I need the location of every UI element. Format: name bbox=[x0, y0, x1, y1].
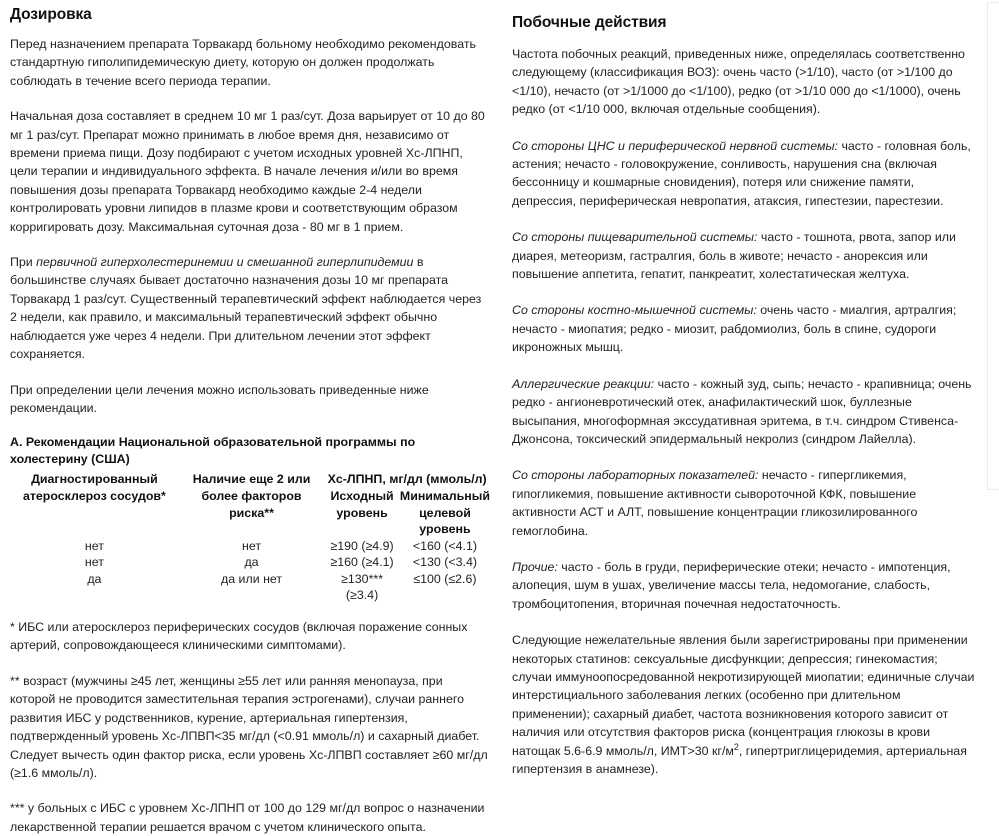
table-caption: А. Рекомендации Национальной образовательной программы по холестерину (США) bbox=[10, 435, 416, 467]
cell-baseline bbox=[324, 571, 400, 604]
table-body bbox=[10, 538, 490, 604]
cholesterol-recommendations-table bbox=[10, 471, 490, 604]
closing-part-1: Следующие нежелательные явления были зарегистрированы при применении некоторых статинов: сексуальные дисфункции; депрессия; гинекомастия; случаи иммуноопосредованной некротизирующей миопатии; единичные случаи интерстициального заболевания легких (особенно при длительном применении); сахарный диабет, частота возникновения которого зависит от наличия или отсутствия факторов риска (концентрация глюкозы в крови натощак 5.6-6.9 ммоль/л, ИМТ>30 кг/м bbox=[512, 633, 975, 758]
dosage-paragraph-1: Перед назначением препарата Торвакард больному необходимо рекомендовать стандартную гиполипидемическую диету, которую он должен продолжать соблюдать в течение всего периода терапии. bbox=[10, 37, 476, 88]
group-text: часто - боль в груди, периферические отеки; нечасто - импотенция, алопеция, шум в ушах, увеличение массы тела, недомогание, слабость, тромбоцитопения, вторичная почечная недостаточность. bbox=[512, 559, 951, 611]
dosage-paragraph-3 bbox=[10, 253, 490, 363]
group-text: часто - головная боль, астения; нечасто - головокружение, сонливость, нарушения сна (включая бессонницу и кошмарные сновидения), потеря или снижение памяти, депрессия, периферическая невропатия, атаксия, гипестезии, парестезии. bbox=[512, 138, 971, 208]
side-effect-group-other bbox=[512, 558, 977, 613]
table-row bbox=[10, 571, 490, 604]
cell-baseline: ≥160 (≥4.1) bbox=[330, 555, 394, 570]
group-text: часто - тошнота, рвота, запор или диарея, метеоризм, гастралгия, боль в животе; нечасто - анорексия или повышение аппетита, гепатит, панкреатит, холестатическая желтуха. bbox=[512, 230, 956, 282]
side-effect-group-laboratory bbox=[512, 466, 977, 540]
page-title-side-effects: Побочные действия bbox=[512, 14, 667, 31]
side-effect-group-digestive bbox=[512, 228, 977, 283]
group-label: Прочие: bbox=[512, 559, 558, 574]
table-header-ldl-group: Хс-ЛПНП, мг/дл (ммоль/л) bbox=[327, 472, 487, 487]
table-row bbox=[10, 538, 490, 555]
right-column-side-effects bbox=[500, 0, 999, 796]
side-effect-group-musculoskeletal bbox=[512, 301, 977, 356]
side-effects-closing bbox=[512, 631, 977, 778]
cell-risk-factors: да или нет bbox=[220, 571, 283, 586]
group-label: Аллергические реакции: bbox=[512, 376, 655, 391]
side-effects-intro: Частота побочных реакций, приведенных ниже, определялась соответственно следующему (классификация ВОЗ): очень часто (>1/10), часто (от >1/100 до <1/10), нечасто (от >1/1000 до <1/100), редко (от >1/10 000 до <1/1000), очень редко (от <1/10 000, включая отдельные сообщения). bbox=[512, 47, 965, 117]
table-header-diagnosed-atherosclerosis: Диагностированный атеросклероз сосудов* bbox=[22, 472, 166, 503]
table-header-target-level: Минимальный целевой уровень bbox=[399, 488, 490, 537]
group-text: часто - кожный зуд, сыпь; нечасто - крапивница; очень редко - ангионевротический отек, анафилактический шок, буллезные высыпания, многоформная экссудативная эритема, в т.ч. синдром Стивенса-Джонсона, токсический эпидермальный некролиз (синдром Лайелла). bbox=[512, 376, 972, 446]
cell-atherosclerosis: нет bbox=[84, 538, 104, 553]
footnote-double-asterisk: ** возраст (мужчины ≥45 лет, женщины ≥55 лет или ранняя менопауза, при которой не проводится заместительная терапия эстрогенами), случаи раннего развития ИБС у родственников, курение, артериальная гипертензия, подтвержденный уровень Хс-ЛПВП<35 мг/дл (<0.91 ммоль/л) и сахарный диабет. Следует вычесть один фактор риска, если уровень Хс-ЛПВП составляет ≥60 мг/дл (≥1.6 ммоль/л). bbox=[10, 673, 488, 780]
side-effect-group-allergic bbox=[512, 375, 977, 449]
page-title-dosage: Дозировка bbox=[10, 6, 92, 23]
dosage-table-intro: При определении цели лечения можно использовать приведенные ниже рекомендации. bbox=[10, 382, 429, 415]
paragraph-suffix: в большинстве случаях бывает достаточно назначения дозы 10 мг препарата Торвакард 1 раз/сут. Существенный терапевтический эффект наблюдается через 2 недели, как правило, и максимальный терапевтический эффект обычно наблюдается уже через 4 недели. При длительном лечении этот эффект сохраняется. bbox=[10, 255, 482, 362]
superscript-squared: 2 bbox=[733, 741, 739, 752]
cell-baseline-main: ≥130*** bbox=[341, 571, 384, 586]
cell-target: ≤100 (≤2.6) bbox=[413, 571, 477, 586]
cell-atherosclerosis: нет bbox=[84, 555, 104, 570]
footnote-single-asterisk: * ИБС или атеросклероз периферических сосудов (включая поражение сонных артерий, сопровождающееся клиническими симптомами). bbox=[10, 620, 468, 653]
cell-risk-factors: да bbox=[244, 555, 259, 570]
cell-atherosclerosis: да bbox=[87, 571, 102, 586]
group-text: очень часто - миалгия, артралгия; нечасто - миопатия; редко - миозит, рабдомиолиз, боль в спине, судороги икроножных мышц. bbox=[512, 303, 957, 355]
cell-target: <160 (<4.1) bbox=[412, 538, 477, 553]
table-header-row-group bbox=[10, 471, 490, 488]
group-label: Со стороны пищеварительной системы: bbox=[512, 230, 758, 245]
table-head bbox=[10, 471, 490, 537]
dosage-paragraph-2: Начальная доза составляет в среднем 10 мг 1 раз/сут. Доза варьирует от 10 до 80 мг 1 раз/сут. Препарат можно принимать в любое время дня, независимо от времени приема пищи. Дозу подбирают с учетом исходных уровней Хс-ЛПНП, цели терапии и индивидуального эффекта. В начале лечения и/или во время повышения дозы препарата Торвакард необходимо каждые 2-4 недели контролировать уровни липидов в плазме крови и соответствующим образом корригировать дозу. Максимальная суточная доза - 80 мг в 1 прием. bbox=[10, 109, 485, 234]
footnote-triple-asterisk: *** у больных с ИБС с уровнем Хс-ЛПНП от 100 до 129 мг/дл вопрос о назначении лекарственной терапии решается врачом с учетом клинического опыта. bbox=[10, 801, 485, 834]
group-label: Со стороны костно-мышечной системы: bbox=[512, 303, 757, 318]
cell-risk-factors: нет bbox=[242, 538, 262, 553]
closing-part-2: , гипертриглицеридемия, артериальная гипертензия в анамнезе). bbox=[512, 743, 967, 776]
cell-baseline-secondary: (≥3.4) bbox=[345, 588, 379, 603]
cell-target: <130 (<3.4) bbox=[412, 555, 477, 570]
table-header-risk-factors: Наличие еще 2 или более факторов риска** bbox=[192, 472, 311, 520]
group-label: Со стороны ЦНС и периферической нервной системы: bbox=[512, 138, 839, 153]
group-text: нечасто - гипергликемия, гипогликемия, повышение активности сывороточной КФК, повышение активности АСТ и АЛТ, повышение концентрации гликозилированного гемоглобина. bbox=[512, 468, 918, 538]
table-header-baseline-level: Исходный уровень bbox=[330, 488, 394, 520]
recommendations-table-block bbox=[10, 434, 490, 604]
paragraph-emphasis: первичной гиперхолестеринемии и смешанной гиперлипидемии bbox=[36, 255, 414, 270]
side-effect-group-cns bbox=[512, 137, 977, 211]
cell-baseline: ≥190 (≥4.9) bbox=[330, 538, 394, 553]
group-label: Со стороны лабораторных показателей: bbox=[512, 468, 759, 483]
paragraph-prefix: При bbox=[10, 255, 37, 270]
table-row bbox=[10, 554, 490, 571]
